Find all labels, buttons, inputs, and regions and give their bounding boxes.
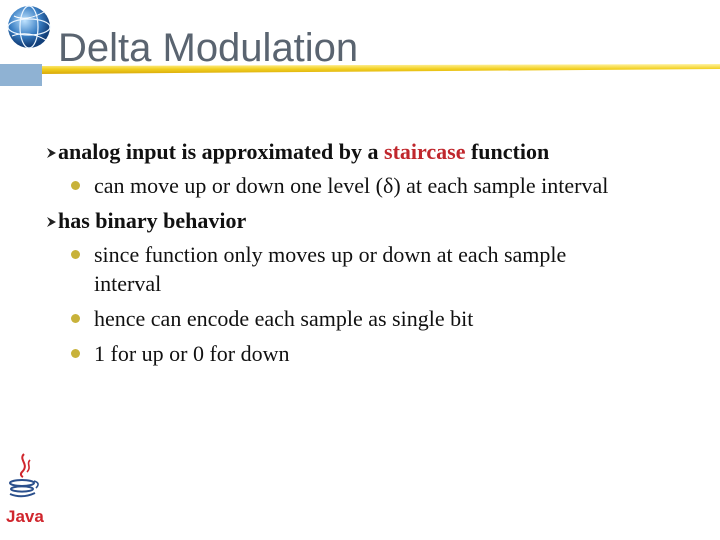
java-logo-text: Java (6, 507, 44, 526)
sub-bullet-2-1: since function only moves up or down at each sample interval (94, 240, 624, 298)
bullet-2: has binary behavior (58, 208, 246, 234)
sub-bullet-1-1: can move up or down one level (δ) at each sample interval (94, 171, 608, 200)
arrow-bullet-icon (45, 147, 57, 159)
bullet-1: analog input is approximated by a staircase function (58, 139, 549, 165)
slide-title: Delta Modulation (58, 26, 359, 70)
dot-bullet-icon (71, 181, 80, 190)
highlight-word: staircase (384, 139, 466, 164)
sub-bullet-2-2: hence can encode each sample as single bit (94, 304, 473, 333)
title-side-bar (0, 64, 42, 86)
dot-bullet-icon (71, 349, 80, 358)
globe-icon (6, 2, 52, 50)
arrow-bullet-icon (45, 216, 57, 228)
sub-bullet-2-3: 1 for up or 0 for down (94, 339, 290, 368)
dot-bullet-icon (71, 314, 80, 323)
java-logo-icon (4, 452, 44, 526)
dot-bullet-icon (71, 250, 80, 259)
